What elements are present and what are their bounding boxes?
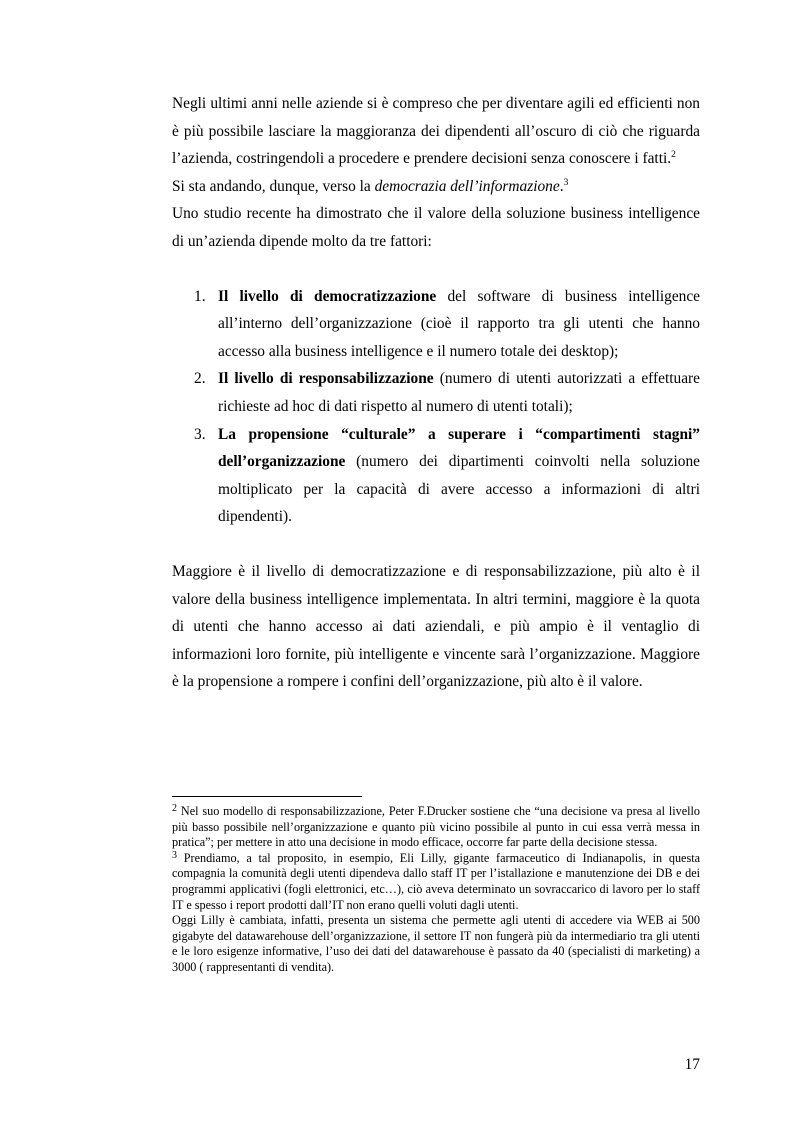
footnote-number: 3 bbox=[172, 849, 177, 861]
list-number: 2. bbox=[194, 370, 206, 388]
page-number: 17 bbox=[684, 1056, 700, 1073]
paragraph-study: Uno studio recente ha dimostrato che il valore della soluzione business intelligence di un’azienda dipende molto da tre fattori: bbox=[172, 205, 700, 250]
list-item bbox=[172, 421, 700, 531]
factor-title: Il livello di democratizzazione bbox=[218, 287, 437, 305]
body-text bbox=[172, 90, 700, 696]
list-number: 3. bbox=[194, 425, 206, 443]
footnote-text: Nel suo modello di responsabilizzazione, Peter F.Drucker sostiene che “una decisione va presa al livello più basso possibile nell’organizzazione e quanto più vicino possibile al punto in cui essa verrà messa in pratica”; per mettere in atto una decisione in modo efficace, occorre far parte della decisione stessa. bbox=[172, 804, 700, 850]
factors-list bbox=[172, 283, 700, 531]
paragraph-intro: Negli ultimi anni nelle aziende si è compreso che per diventare agili ed efficienti non è più possibile lasciare la maggioranza dei dipendenti all’oscuro di ciò che riguarda l’azienda, costringendoli a procedere e prendere decisioni senza conoscere i fatti.$^2$ bbox=[172, 95, 700, 168]
list-number: 1. bbox=[194, 287, 206, 305]
footnote-3-continued: Oggi Lilly è cambiata, infatti, presenta un sistema che permette agli utenti di accedere via WEB ai 500 gigabyte del datawarehouse dell’organizzazione, il settore IT non fungerà più da intermediario tra gli utenti e le loro esigenze informative, l’uso dei dati del datawarehouse è passato da 40 (specialisti di marketing) a 3000 ( rappresentanti di vendita). bbox=[172, 913, 700, 974]
footnote-ref-2[interactable]: 2 bbox=[671, 150, 676, 161]
factor-title: Il livello di responsabilizzazione bbox=[218, 370, 434, 388]
factor-text: (numero di utenti autorizzati a effettuare richieste ad hoc di dati rispetto al numero di utenti totali); bbox=[218, 370, 700, 415]
factor-text: (numero dei dipartimenti coinvolti nella soluzione moltiplicato per la capacità di avere accesso a informazioni di altri dipendenti). bbox=[218, 453, 700, 526]
paragraph-democracy: Si sta andando, dunque, verso la democrazia dell’informazione.$^3$ bbox=[172, 177, 569, 195]
spacer bbox=[172, 256, 700, 283]
footnote-3 bbox=[172, 851, 700, 913]
list-item bbox=[172, 283, 700, 366]
spacer bbox=[172, 531, 700, 558]
factor-title: La propensione “culturale” a superare i “compartimenti stagni” dell’organizzazione bbox=[218, 425, 700, 471]
paragraph-conclusion: Maggiore è il livello di democratizzazione e di responsabilizzazione, più alto è il valore della business intelligence implementata. In altri termini, maggiore è la quota di utenti che hanno accesso ai dati aziendali, e più ampio è il ventaglio di informazioni loro fornite, più intelligente e vincente sarà l’organizzazione. Maggiore è la propensione a rompere i confini dell’organizzazione, più alto è il valore. bbox=[172, 562, 700, 691]
emphasis-democrazia: democrazia dell’informazione bbox=[374, 177, 560, 195]
footnote-separator bbox=[172, 796, 362, 797]
footnote-2 bbox=[172, 804, 700, 851]
footnotes bbox=[172, 804, 700, 976]
footnote-number: 2 bbox=[172, 803, 177, 814]
list-item bbox=[172, 365, 700, 420]
factor-text: del software di business intelligence all’interno dell’organizzazione (cioè il rapporto tra gli utenti che hanno accesso alla business intelligence e il numero totale dei desktop); bbox=[218, 287, 701, 360]
footnote-text: Prendiamo, a tal proposito, in esempio, Eli Lilly, gigante farmaceutico di Indianapolis, in questa compagnia la comunità degli utenti dipendeva dallo staff IT per l’istallazione e manutenzione dei DB e dei programmi applicativi (fogli elettronici, etc…), ciò aveva determinato un sovraccarico di lavoro per lo staff IT e spesso i report prodotti dall’IT non erano quelli voluti dagli utenti. bbox=[172, 850, 700, 912]
footnote-ref-3[interactable]: 3 bbox=[563, 177, 569, 188]
